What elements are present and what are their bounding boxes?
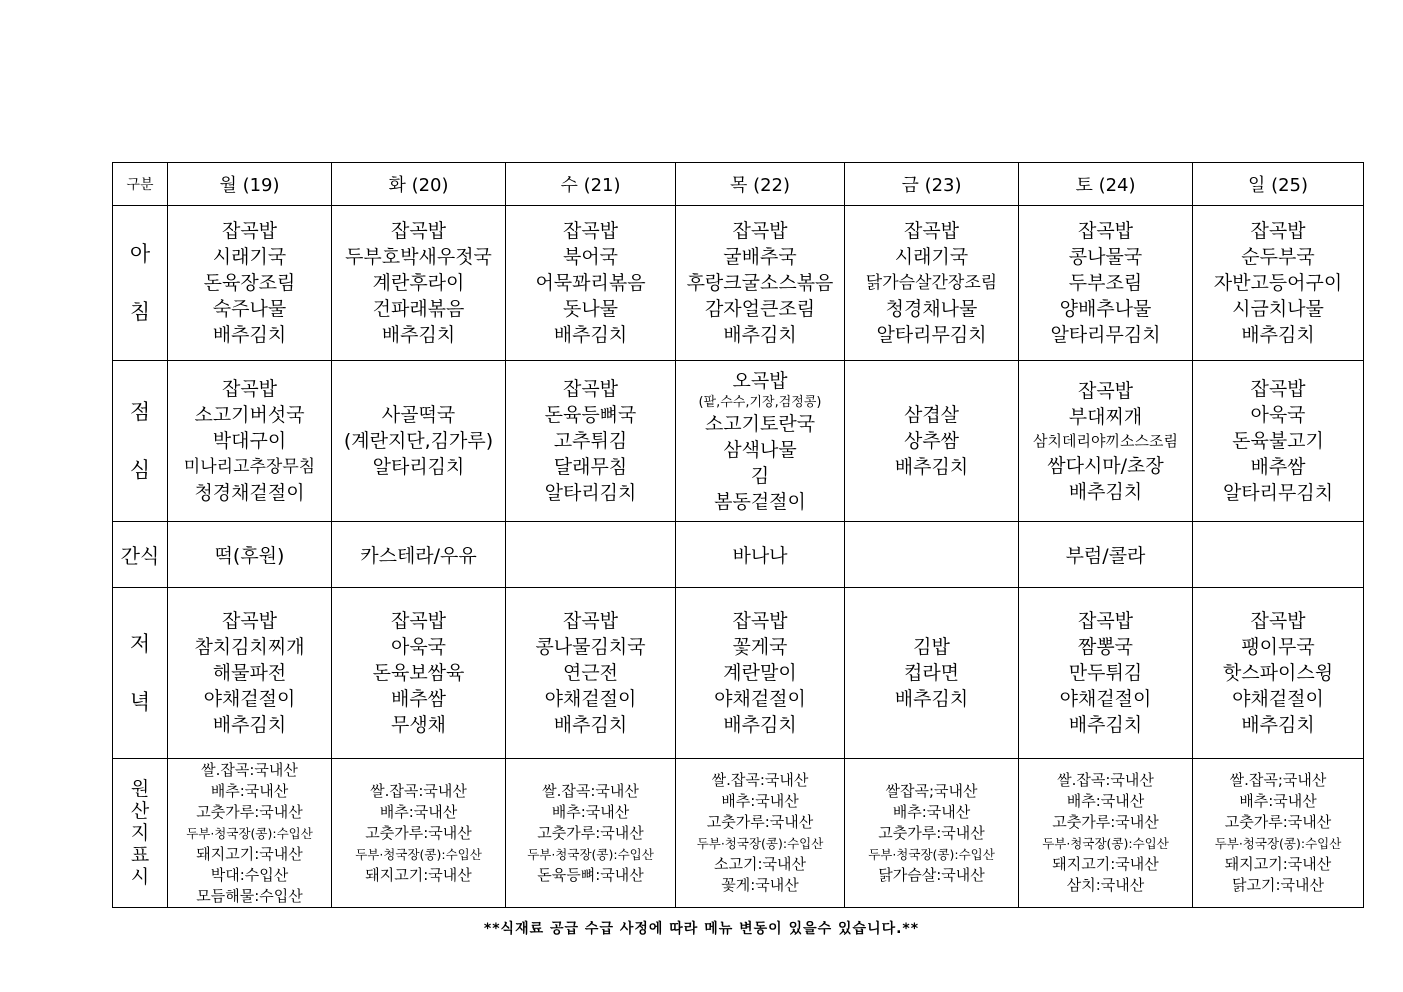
menu-item: 배추김치 bbox=[1241, 324, 1315, 346]
origin-item: 두부·청국장(콩):수입산 bbox=[527, 846, 654, 862]
day-name: 수 bbox=[560, 175, 578, 196]
label-char: 원 bbox=[130, 778, 150, 800]
origin-item: 돼지고기:국내산 bbox=[365, 865, 472, 884]
origin-sun bbox=[1193, 759, 1364, 908]
menu-item: 돈육등뼈국 bbox=[544, 404, 637, 426]
dinner-row bbox=[113, 588, 1364, 759]
origin-item: 쌀.잡곡:국내산 bbox=[542, 781, 639, 800]
day-name: 금 bbox=[901, 175, 919, 196]
menu-item: 계란말이 bbox=[723, 662, 797, 684]
dinner-mon bbox=[168, 588, 332, 759]
lunch-sun bbox=[1193, 361, 1364, 522]
menu-item: 순두부국 bbox=[1241, 246, 1315, 268]
label-char: 산 bbox=[130, 800, 150, 822]
origin-item: 삼치:국내산 bbox=[1066, 876, 1145, 894]
origin-row bbox=[113, 759, 1364, 908]
breakfast-fri bbox=[845, 206, 1019, 361]
label-char: 지 bbox=[130, 822, 150, 844]
origin-sat bbox=[1019, 759, 1193, 908]
menu-item: 계란후라이 bbox=[372, 272, 465, 294]
menu-item: 배추김치 bbox=[723, 714, 797, 736]
origin-item: 쌀.잡곡;국내산 bbox=[1229, 771, 1327, 789]
menu-item: 배추김치 bbox=[723, 324, 797, 346]
menu-item: 건파래볶음 bbox=[372, 298, 465, 320]
breakfast-wed bbox=[506, 206, 676, 361]
origin-item: 소고기:국내산 bbox=[714, 855, 806, 873]
origin-label bbox=[113, 759, 168, 908]
menu-item: 배추쌈 bbox=[390, 688, 447, 710]
origin-item: 두부·청국장(콩):수입산 bbox=[696, 836, 824, 851]
lunch-label bbox=[113, 361, 168, 522]
origin-item: 두부·청국장(콩):수입산 bbox=[1214, 836, 1342, 851]
origin-item: 고춧가루:국내산 bbox=[196, 802, 303, 821]
dinner-wed bbox=[506, 588, 676, 759]
origin-item: 돼지고기:국내산 bbox=[1052, 855, 1159, 873]
menu-item: 돈육장조림 bbox=[203, 272, 296, 294]
menu-item: 미나리고추장무침 bbox=[183, 457, 316, 477]
menu-item: 팽이무국 bbox=[1241, 636, 1315, 658]
day-date: (25) bbox=[1271, 175, 1309, 196]
menu-item: 무생채 bbox=[390, 714, 447, 736]
menu-item: 배추김치 bbox=[212, 714, 287, 736]
menu-item: 컵라면 bbox=[903, 662, 960, 684]
origin-item: 쌀잡곡;국내산 bbox=[885, 781, 978, 800]
menu-item: 연근전 bbox=[562, 662, 619, 684]
menu-item: 잡곡밥 bbox=[562, 610, 619, 632]
menu-item: 잡곡밥 bbox=[1250, 378, 1306, 400]
menu-item: 봄동겉절이 bbox=[714, 490, 806, 513]
day-date: (19) bbox=[242, 175, 280, 196]
label-char: 시 bbox=[130, 866, 150, 888]
day-date: (23) bbox=[924, 175, 962, 196]
breakfast-thu bbox=[676, 206, 845, 361]
snack-mon: 떡(후원) bbox=[168, 522, 332, 588]
day-name: 월 bbox=[219, 175, 237, 196]
menu-item: 야채겉절이 bbox=[1232, 688, 1324, 710]
origin-item: 돼지고기:국내산 bbox=[1224, 855, 1332, 873]
menu-item: 삼겹살 bbox=[903, 404, 960, 426]
menu-item: 배추김치 bbox=[553, 714, 628, 736]
label-char: 녁 bbox=[129, 690, 151, 714]
menu-item: 콩나물국 bbox=[1068, 246, 1143, 268]
menu-item: 닭가슴살간장조림 bbox=[865, 273, 998, 293]
day-header-fri bbox=[845, 163, 1019, 206]
snack-sat: 부럼/콜라 bbox=[1019, 522, 1193, 588]
day-name: 일 bbox=[1247, 175, 1266, 196]
weekly-menu-table bbox=[112, 162, 1364, 908]
origin-item: 닭고기:국내산 bbox=[1232, 876, 1324, 894]
menu-item: 자반고등어구이 bbox=[1213, 272, 1343, 294]
menu-item: 배추김치 bbox=[1068, 480, 1143, 503]
menu-item: 부대찌개 bbox=[1068, 405, 1143, 428]
day-header-mon bbox=[168, 163, 332, 206]
origin-item: 쌀.잡곡:국내산 bbox=[370, 781, 467, 800]
snack-label: 간식 bbox=[113, 522, 168, 588]
origin-item: 고춧가루:국내산 bbox=[1224, 813, 1332, 831]
snack-sun bbox=[1193, 522, 1364, 588]
origin-item: 배추:국내산 bbox=[551, 802, 630, 821]
menu-item: 박대구이 bbox=[212, 430, 287, 452]
origin-item: 두부·청국장(콩):수입산 bbox=[355, 846, 482, 862]
day-name: 토 bbox=[1075, 175, 1093, 196]
menu-item: 북어국 bbox=[562, 246, 619, 268]
menu-item: 청경채겉절이 bbox=[194, 482, 305, 504]
menu-item: 잡곡밥 bbox=[903, 220, 960, 242]
origin-item: 배추:국내산 bbox=[379, 802, 458, 821]
day-date: (24) bbox=[1098, 175, 1136, 196]
origin-fri bbox=[845, 759, 1019, 908]
label-char: 저 bbox=[129, 632, 151, 656]
footer-note: **식재료 공급 수급 사정에 따라 메뉴 변동이 있을수 있습니다.** bbox=[483, 921, 920, 937]
menu-item: 쌈다시마/초장 bbox=[1047, 454, 1164, 477]
menu-item: 알타리무김치 bbox=[876, 324, 987, 346]
origin-item: 모듬해물:수입산 bbox=[196, 886, 303, 905]
snack-fri bbox=[845, 522, 1019, 588]
menu-item: 잡곡밥 bbox=[221, 378, 278, 400]
menu-item: 야채겉절이 bbox=[714, 688, 806, 710]
origin-item: 배추:국내산 bbox=[892, 802, 971, 821]
origin-tue bbox=[332, 759, 506, 908]
menu-item: 잡곡밥 bbox=[732, 220, 788, 242]
menu-item: 시래기국 bbox=[212, 246, 287, 268]
snack-thu: 바나나 bbox=[676, 522, 845, 588]
lunch-thu bbox=[676, 361, 845, 522]
origin-item: 돼지고기:국내산 bbox=[196, 844, 303, 863]
snack-row bbox=[113, 522, 1364, 588]
origin-item: 돈육등뼈:국내산 bbox=[537, 865, 644, 884]
menu-item: 어묵꽈리볶음 bbox=[535, 272, 646, 294]
menu-item: 배추김치 bbox=[1241, 714, 1315, 736]
origin-item: 박대:수입산 bbox=[210, 865, 289, 884]
origin-item: 꽃게:국내산 bbox=[721, 876, 799, 894]
lunch-tue bbox=[332, 361, 506, 522]
menu-item: 잡곡밥 bbox=[390, 610, 447, 632]
menu-item: 김밥 bbox=[913, 636, 950, 658]
lunch-mon bbox=[168, 361, 332, 522]
lunch-sat bbox=[1019, 361, 1193, 522]
label-char: 심 bbox=[129, 458, 151, 482]
day-date: (22) bbox=[753, 175, 791, 196]
menu-item: 짬뽕국 bbox=[1077, 636, 1134, 658]
origin-item: 닭가슴살:국내산 bbox=[878, 865, 985, 884]
snack-tue: 카스테라/우유 bbox=[332, 522, 506, 588]
menu-item: 야채겉절이 bbox=[203, 688, 296, 710]
menu-item: 잡곡밥 bbox=[1077, 220, 1134, 242]
menu-item: 청경채나물 bbox=[885, 298, 978, 320]
menu-item: 소고기버섯국 bbox=[194, 404, 305, 426]
menu-item: 배추김치 bbox=[894, 456, 969, 478]
menu-item: 배추김치 bbox=[894, 688, 969, 710]
menu-item: 야채겉절이 bbox=[544, 688, 637, 710]
menu-item: 참치김치찌개 bbox=[194, 636, 305, 658]
dinner-label bbox=[113, 588, 168, 759]
menu-item: 돈육불고기 bbox=[1232, 430, 1324, 452]
menu-item: 잡곡밥 bbox=[562, 220, 619, 242]
menu-item: 잡곡밥 bbox=[1077, 610, 1134, 632]
menu-item: 감자얼큰조림 bbox=[704, 298, 816, 320]
origin-item: 배추:국내산 bbox=[1066, 792, 1145, 810]
lunch-wed bbox=[506, 361, 676, 522]
origin-item: 고춧가루:국내산 bbox=[1052, 813, 1159, 831]
origin-item: 배추:국내산 bbox=[721, 792, 799, 810]
menu-item: 돗나물 bbox=[562, 298, 619, 320]
breakfast-sat bbox=[1019, 206, 1193, 361]
menu-item: 삼치데리야끼소스조림 bbox=[1033, 431, 1178, 450]
day-name: 목 bbox=[729, 175, 748, 196]
origin-item: 두부·청국장(콩):수입산 bbox=[1042, 836, 1169, 851]
menu-item: (팥,수수,기장,검정콩) bbox=[698, 394, 822, 410]
breakfast-mon bbox=[168, 206, 332, 361]
day-header-thu bbox=[676, 163, 845, 206]
menu-item: 만두튀김 bbox=[1068, 662, 1143, 684]
day-header-sun bbox=[1193, 163, 1364, 206]
day-date: (21) bbox=[583, 175, 621, 196]
menu-item: 양배추나물 bbox=[1059, 298, 1152, 320]
menu-item: 아욱국 bbox=[1250, 404, 1306, 426]
breakfast-tue bbox=[332, 206, 506, 361]
origin-item: 고춧가루:국내산 bbox=[706, 813, 814, 831]
origin-item: 고춧가루:국내산 bbox=[878, 823, 985, 842]
menu-item: 배추김치 bbox=[212, 324, 287, 346]
day-date: (20) bbox=[411, 175, 449, 196]
day-name: 화 bbox=[388, 175, 406, 196]
breakfast-label bbox=[113, 206, 168, 361]
origin-thu bbox=[676, 759, 845, 908]
menu-item: 두부조림 bbox=[1068, 272, 1143, 294]
menu-item: 배추쌈 bbox=[1250, 456, 1306, 478]
label-char: 표 bbox=[130, 844, 150, 866]
origin-item: 쌀.잡곡:국내산 bbox=[201, 760, 298, 779]
lunch-row bbox=[113, 361, 1364, 522]
label-char: 침 bbox=[129, 300, 151, 324]
menu-item: 잡곡밥 bbox=[221, 220, 278, 242]
origin-item: 쌀.잡곡:국내산 bbox=[1057, 771, 1154, 789]
menu-item: 알타리무김치 bbox=[1222, 482, 1334, 504]
menu-item: (계란지단,김가루) bbox=[343, 430, 494, 452]
menu-item: 잡곡밥 bbox=[1250, 220, 1306, 242]
menu-item: 알타리김치 bbox=[544, 482, 637, 504]
header-row bbox=[113, 163, 1364, 206]
origin-item: 배추:국내산 bbox=[1239, 792, 1317, 810]
origin-wed bbox=[506, 759, 676, 908]
origin-item: 고춧가루:국내산 bbox=[537, 823, 644, 842]
dinner-sat bbox=[1019, 588, 1193, 759]
menu-item: 잡곡밥 bbox=[1077, 379, 1134, 402]
menu-item: 잡곡밥 bbox=[221, 610, 278, 632]
menu-item: 시래기국 bbox=[894, 246, 969, 268]
label-char: 점 bbox=[129, 400, 151, 424]
menu-item: 돈육보쌈육 bbox=[372, 662, 465, 684]
menu-item: 오곡밥 bbox=[732, 369, 788, 392]
menu-item: 해물파전 bbox=[212, 662, 287, 684]
day-header-sat bbox=[1019, 163, 1193, 206]
menu-item: 콩나물김치국 bbox=[535, 636, 646, 658]
origin-item: 고춧가루:국내산 bbox=[365, 823, 472, 842]
day-header-tue bbox=[332, 163, 506, 206]
origin-item: 배추:국내산 bbox=[210, 781, 289, 800]
gubun-header: 구분 bbox=[113, 163, 168, 206]
menu-item: 핫스파이스윙 bbox=[1222, 662, 1334, 684]
snack-wed bbox=[506, 522, 676, 588]
menu-item: 김 bbox=[750, 464, 770, 487]
menu-item: 후랑크굴소스볶음 bbox=[686, 272, 834, 294]
menu-item: 아욱국 bbox=[390, 636, 447, 658]
menu-item: 달래무침 bbox=[553, 456, 628, 478]
menu-item: 소고기토란국 bbox=[704, 412, 816, 435]
menu-item: 배추김치 bbox=[553, 324, 628, 346]
menu-item: 사골떡국 bbox=[381, 404, 456, 426]
menu-item: 잡곡밥 bbox=[732, 610, 788, 632]
breakfast-sun bbox=[1193, 206, 1364, 361]
menu-item: 두부호박새우젓국 bbox=[345, 246, 492, 268]
origin-item: 두부·청국장(콩):수입산 bbox=[868, 846, 995, 862]
menu-item: 배추김치 bbox=[381, 324, 456, 346]
menu-item: 잡곡밥 bbox=[390, 220, 447, 242]
lunch-fri bbox=[845, 361, 1019, 522]
origin-item: 쌀.잡곡:국내산 bbox=[711, 771, 809, 789]
menu-item: 시금치나물 bbox=[1232, 298, 1324, 320]
day-header-wed bbox=[506, 163, 676, 206]
menu-item: 야채겉절이 bbox=[1059, 688, 1152, 710]
menu-item: 굴배추국 bbox=[723, 246, 797, 268]
menu-item: 상추쌈 bbox=[903, 430, 960, 452]
dinner-sun bbox=[1193, 588, 1364, 759]
dinner-tue bbox=[332, 588, 506, 759]
menu-item: 꽃게국 bbox=[732, 636, 788, 658]
menu-item: 삼색나물 bbox=[723, 438, 797, 461]
menu-item: 숙주나물 bbox=[212, 298, 287, 320]
menu-item: 배추김치 bbox=[1068, 714, 1143, 736]
menu-item: 알타리김치 bbox=[372, 456, 465, 478]
menu-item: 잡곡밥 bbox=[1250, 610, 1306, 632]
origin-item: 두부·청국장(콩):수입산 bbox=[186, 825, 313, 841]
label-char: 아 bbox=[129, 242, 151, 266]
menu-item: 고추튀김 bbox=[553, 430, 628, 452]
dinner-thu bbox=[676, 588, 845, 759]
dinner-fri bbox=[845, 588, 1019, 759]
menu-item: 잡곡밥 bbox=[562, 378, 619, 400]
menu-item: 알타리무김치 bbox=[1050, 324, 1161, 346]
breakfast-row bbox=[113, 206, 1364, 361]
origin-mon bbox=[168, 759, 332, 908]
